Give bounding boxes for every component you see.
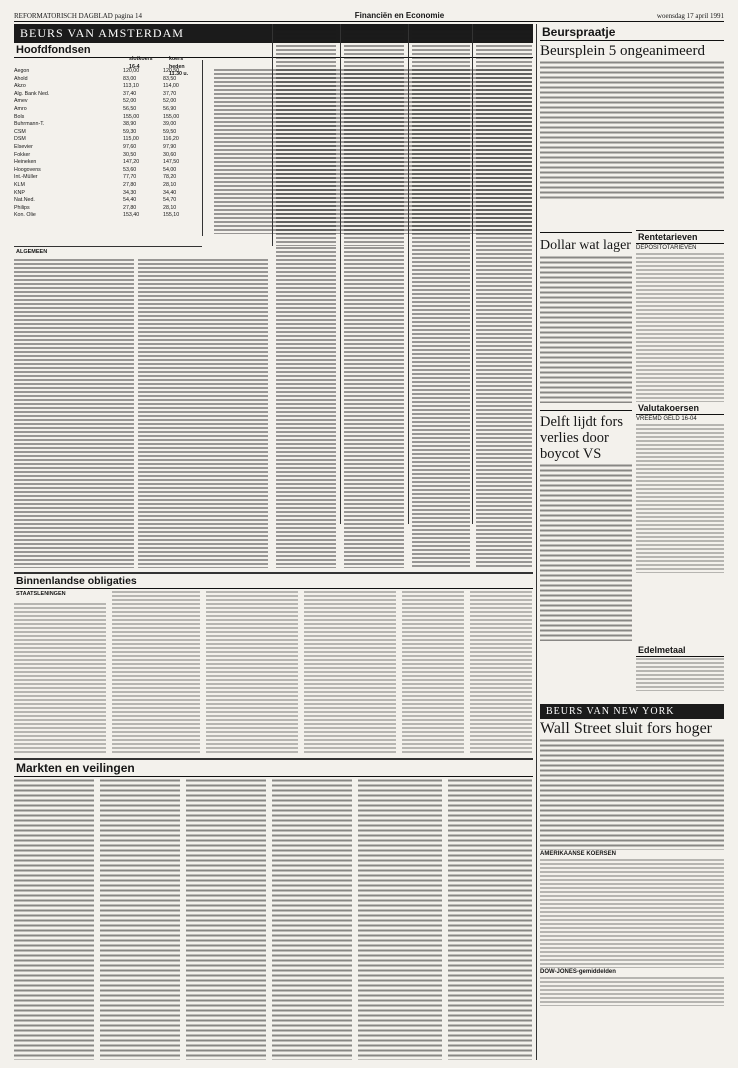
stock-name: Kon. Olie: [14, 212, 36, 219]
hf-col-b: koers heden 11.30 u.: [169, 56, 189, 78]
stock-close: 34,30: [123, 189, 137, 196]
stock-name: DSM: [14, 136, 26, 143]
valuta-table: [636, 423, 724, 573]
stock-close: 97,60: [123, 143, 137, 150]
beurspraatje-heading: Beurspraatje: [540, 24, 724, 41]
stock-current: 83,50: [163, 75, 177, 82]
header-date: woensdag 17 april 1991: [656, 12, 724, 20]
stock-close: 30,50: [123, 151, 137, 158]
ny-banner: BEURS VAN NEW YORK: [540, 704, 724, 719]
stock-name: Akzo: [14, 83, 26, 90]
stock-name: KLM: [14, 181, 25, 188]
stock-name: Heineken: [14, 159, 37, 166]
stock-close: 155,00: [123, 113, 140, 120]
rentetarieven: [636, 230, 724, 573]
stock-current: 56,90: [163, 105, 177, 112]
stock-name: Amev: [14, 98, 28, 105]
stock-close: 120,00: [123, 68, 140, 74]
stock-current: 147,50: [163, 159, 180, 166]
stock-values: [123, 197, 193, 205]
stock-values: [123, 205, 193, 213]
algemeen-table-5: [412, 24, 470, 568]
stock-close: 53,60: [123, 166, 137, 173]
stock-current: 28,10: [163, 181, 177, 188]
stock-name: Aegon: [14, 68, 30, 74]
stock-current: 28,10: [163, 204, 177, 211]
stock-close: 37,40: [123, 90, 137, 97]
rente-sub: DEPOSITOTARIEVEN: [636, 244, 724, 252]
valuta-heading: Valutakoersen: [636, 402, 724, 415]
hoofdfondsen-row: [14, 197, 199, 205]
rente-table: [636, 252, 724, 402]
markten-col-4: [272, 778, 352, 1060]
algemeen-table-6: [476, 24, 532, 568]
stock-current: 155,00: [163, 113, 180, 120]
beurs-amsterdam-banner: BEURS VAN AMSTERDAM: [14, 24, 533, 43]
algemeen-table-4: [344, 246, 404, 568]
stock-current: 59,50: [163, 128, 177, 135]
stock-name: Nat.Ned.: [14, 197, 35, 204]
obligaties-table-1: [14, 602, 106, 754]
new-york-section: [540, 704, 724, 1006]
stock-current: 78,20: [163, 174, 177, 181]
stock-current: 30,60: [163, 151, 177, 158]
running-header: [14, 6, 724, 22]
algemeen-label: ALGEMEEN: [16, 249, 48, 255]
stock-values: [123, 212, 193, 220]
markten-col-1: [14, 778, 94, 1060]
hoofdfondsen-row: [14, 205, 199, 213]
hoofdfondsen-row: [14, 190, 199, 198]
delft-body: [540, 463, 632, 641]
amerikaanse-label: AMERIKAANSE KOERSEN: [540, 850, 724, 858]
market-tables-column: [14, 24, 533, 1060]
stock-close: 59,30: [123, 128, 137, 135]
obligaties-table-4: [304, 590, 396, 754]
stock-close: 27,80: [123, 204, 137, 211]
obligaties-table-2: [112, 590, 200, 754]
stock-current: 155,10: [163, 212, 180, 219]
amerikaanse-table: [540, 858, 724, 968]
stock-name: Bols: [14, 113, 25, 120]
dowjones-label: DOW-JONES-gemiddelden: [540, 968, 724, 976]
stock-values: [123, 190, 193, 198]
stock-name: CSM: [14, 128, 26, 135]
markten-col-6: [448, 778, 532, 1060]
hoofdfondsen-heading: Hoofdfondsen: [14, 43, 533, 58]
delft-article: [540, 408, 632, 641]
stock-current: 39,00: [163, 121, 177, 128]
stock-current: 54,00: [163, 166, 177, 173]
markten-col-5: [358, 778, 442, 1060]
stock-name: Int.-Müller: [14, 174, 38, 181]
news-column: [540, 24, 724, 1060]
stock-close: 52,00: [123, 98, 137, 105]
stock-current: 54,70: [163, 197, 177, 204]
stock-close: 153,40: [123, 212, 140, 219]
stock-close: 38,90: [123, 121, 137, 128]
hoofdfondsen-row: [14, 212, 199, 220]
lokale-fondsen-a: [276, 24, 336, 246]
stock-name: KNP: [14, 189, 25, 196]
stock-current: 34,40: [163, 189, 177, 196]
edelmetaal-heading: Edelmetaal: [636, 644, 724, 657]
rente-heading: Rentetarieven: [636, 230, 724, 244]
stock-current: 52,00: [163, 98, 177, 105]
stock-name: Elsevier: [14, 143, 33, 150]
stock-name: Buhrmann-T.: [14, 121, 45, 128]
stock-close: 56,50: [123, 105, 137, 112]
obligaties-table-5: [402, 590, 464, 754]
stock-close: 113,10: [123, 83, 139, 90]
edelmetaal: [636, 644, 724, 691]
stock-name: Ahold: [14, 75, 28, 82]
section-title: Financiën en Economie: [354, 11, 445, 20]
stock-name: Fokker: [14, 151, 31, 158]
wallstreet-headline: Wall Street sluit fors hoger: [540, 720, 713, 737]
stock-current: 97,90: [163, 143, 177, 150]
stock-name: Philips: [14, 204, 30, 211]
markten-col-3: [186, 778, 266, 1060]
beurspraatje-body: [540, 60, 724, 200]
markten-col-2: [100, 778, 180, 1060]
dollar-headline: Dollar wat lager: [540, 232, 632, 254]
hf-col-a: slotkoers 16-4: [129, 56, 153, 70]
lokale-fondsen-b: [344, 24, 404, 246]
algemeen-table-3: [276, 246, 336, 568]
stock-close: 147,20: [123, 159, 140, 166]
stock-close: 77,70: [123, 174, 137, 181]
valuta-sub: VREEMD GELD 16-04: [636, 415, 724, 423]
delft-headline: Delft lijdt fors verlies door boycot VS: [540, 410, 632, 462]
algemeen-table-1: [14, 258, 134, 568]
stock-close: 115,00: [123, 136, 139, 143]
stock-name: Amro: [14, 105, 27, 112]
binnenlandse-obligaties-heading: Binnenlandse obligaties: [14, 574, 533, 589]
markten-heading: Markten en veilingen: [14, 760, 533, 777]
edelmetaal-table: [636, 657, 724, 691]
stock-name: Hoogovens: [14, 166, 41, 173]
obligaties-table-6: [470, 590, 532, 754]
wallstreet-body: [540, 738, 724, 850]
stock-close: 83,00: [123, 75, 137, 82]
stock-current: 116,20: [163, 136, 179, 143]
beurspraatje-headline: Beursplein 5 ongeanimeerd: [540, 43, 705, 59]
dollar-article: [540, 230, 632, 403]
staatsleningen-label: STAATSLENINGEN: [16, 591, 66, 597]
stock-current: 114,00: [163, 83, 179, 90]
beurspraatje: [540, 24, 724, 200]
dowjones-table: [540, 976, 724, 1006]
stock-name: Alg. Bank Ned.: [14, 90, 50, 97]
obligaties-table-3: [206, 590, 298, 754]
stock-current: 37,70: [163, 90, 177, 97]
algemeen-table-2: [138, 258, 268, 568]
stock-close: 27,80: [123, 181, 137, 188]
stock-current: 120,50: [163, 68, 180, 74]
hoofdfondsen-col2: [106, 68, 186, 190]
dollar-body: [540, 255, 632, 403]
stock-close: 54,40: [123, 197, 137, 204]
header-left: REFORMATORISCH DAGBLAD pagina 14: [14, 12, 143, 20]
